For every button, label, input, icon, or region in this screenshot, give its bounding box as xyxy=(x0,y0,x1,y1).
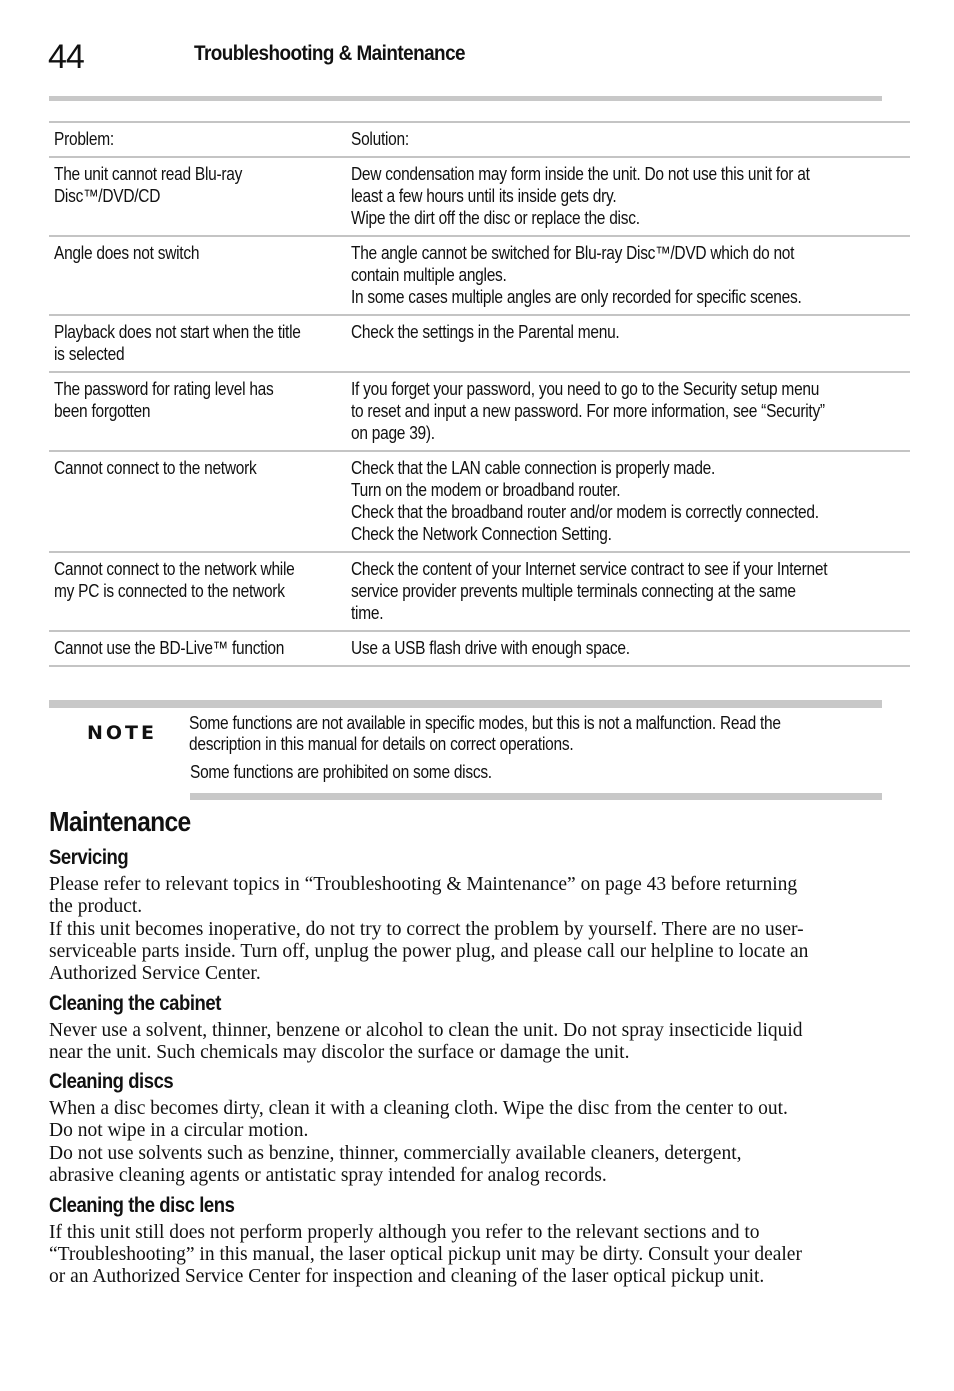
solution-text: Check the content of your Internet service contract to see if your Internet xyxy=(350,559,828,579)
lens-line-3: or an Authorized Service Center for inspection and cleaning of the laser optical pickup unit. xyxy=(49,1266,765,1287)
servicing-p1-line-1: Please refer to relevant topics in “Troubleshooting & Maintenance” on page 43 before returning xyxy=(49,874,798,895)
table-row xyxy=(49,552,910,631)
solution-cell-line xyxy=(351,501,905,523)
problem-cell xyxy=(49,157,346,236)
problem-cell-line xyxy=(54,378,341,400)
solution-cell-line xyxy=(351,400,905,422)
problem-cell-line xyxy=(54,580,341,602)
problem-cell xyxy=(49,451,346,552)
note-text-3: Some functions are prohibited on some discs. xyxy=(190,762,492,782)
solution-text: Dew condensation may form inside the unit. Do not use this unit for at xyxy=(350,164,810,184)
problem-text: The password for rating level has xyxy=(54,379,274,399)
solution-text: contain multiple angles. xyxy=(350,265,507,285)
solution-cell-line xyxy=(351,321,905,343)
solution-text: service provider prevents multiple terminals connecting at the same xyxy=(350,581,796,601)
problem-column-header xyxy=(49,122,346,157)
lens-line-2: “Troubleshooting” in this manual, the laser optical pickup unit may be dirty. Consult your dealer xyxy=(49,1244,802,1265)
servicing-p1-line-2: the product. xyxy=(49,896,143,917)
solution-cell xyxy=(346,631,910,666)
servicing-p2-line-1: If this unit becomes inoperative, do not try to correct the problem by yourself. There are no user- xyxy=(49,919,804,940)
problem-text: is selected xyxy=(54,344,125,364)
solution-cell xyxy=(346,372,910,451)
cleaning-discs-paragraph-2 xyxy=(49,1143,884,1187)
problem-text: Cannot connect to the network xyxy=(54,458,257,478)
problem-text: Playback does not start when the title xyxy=(54,322,301,342)
solution-cell-line xyxy=(351,264,905,286)
solution-text: Use a USB flash drive with enough space. xyxy=(350,638,630,658)
solution-cell-line xyxy=(351,422,905,444)
problem-cell-line xyxy=(54,163,341,185)
problem-cell xyxy=(49,552,346,631)
servicing-p2-line-2: serviceable parts inside. Turn off, unplug the power plug, and please call our helpline to locate an xyxy=(49,941,809,962)
note-text-2: description in this manual for details on correct operations. xyxy=(189,734,574,754)
table-row xyxy=(49,631,910,666)
solution-cell-line xyxy=(351,602,905,624)
note-label: NOTE xyxy=(87,722,157,744)
header-rule xyxy=(49,96,882,101)
problem-text: my PC is connected to the network xyxy=(54,581,285,601)
note-top-rule xyxy=(49,700,882,708)
discs-p1-line-2: Do not wipe in a circular motion. xyxy=(49,1120,309,1141)
solution-text: time. xyxy=(350,603,384,623)
solution-text: The angle cannot be switched for Blu-ray Disc™/DVD which do not xyxy=(350,243,794,263)
problem-cell-line xyxy=(54,637,341,659)
problem-text: Angle does not switch xyxy=(54,243,200,263)
solution-cell xyxy=(346,552,910,631)
note-text-line-1 xyxy=(189,713,877,734)
cleaning-discs-heading: Cleaning discs xyxy=(49,1070,174,1093)
solution-cell-line xyxy=(351,163,905,185)
solution-text: Check the Network Connection Setting. xyxy=(350,524,612,544)
problem-cell xyxy=(49,236,346,315)
solution-cell-line xyxy=(351,185,905,207)
solution-text: In some cases multiple angles are only recorded for specific scenes. xyxy=(350,287,802,307)
solution-cell-line xyxy=(351,637,905,659)
problem-cell-line xyxy=(54,400,341,422)
cleaning-cabinet-paragraph xyxy=(49,1020,884,1064)
solution-text: to reset and input a new password. For more information, see “Security” xyxy=(350,401,825,421)
discs-p1-line-1: When a disc becomes dirty, clean it with a cleaning cloth. Wipe the disc from the center to out. xyxy=(49,1098,788,1119)
problem-cell xyxy=(49,315,346,372)
solution-cell xyxy=(346,451,910,552)
table-row xyxy=(49,315,910,372)
solution-cell-line xyxy=(351,457,905,479)
note-text-line-3 xyxy=(190,762,541,783)
problem-text: been forgotten xyxy=(54,401,151,421)
solution-text: Check that the LAN cable connection is properly made. xyxy=(350,458,715,478)
cleaning-cabinet-heading: Cleaning the cabinet xyxy=(49,992,221,1015)
solution-cell-line xyxy=(351,378,905,400)
solution-cell xyxy=(346,157,910,236)
table-row xyxy=(49,236,910,315)
problem-text: Cannot use the BD-Live™ function xyxy=(54,638,285,658)
solution-header-text: Solution: xyxy=(350,129,409,149)
problem-cell-line xyxy=(54,343,341,365)
problem-header-text: Problem: xyxy=(54,129,114,149)
solution-cell-line xyxy=(351,558,905,580)
solution-cell xyxy=(346,236,910,315)
solution-cell-line xyxy=(351,242,905,264)
solution-text: Turn on the modem or broadband router. xyxy=(350,480,621,500)
troubleshooting-table xyxy=(49,121,910,667)
problem-cell-line xyxy=(54,185,341,207)
servicing-paragraph-1 xyxy=(49,874,884,918)
table-header-row xyxy=(49,122,910,157)
cabinet-line-1: Never use a solvent, thinner, benzene or alcohol to clean the unit. Do not spray insecticide liquid xyxy=(49,1020,803,1041)
problem-text: Cannot connect to the network while xyxy=(54,559,295,579)
cleaning-lens-paragraph xyxy=(49,1222,884,1288)
solution-text: Check the settings in the Parental menu. xyxy=(350,322,620,342)
lens-line-1: If this unit still does not perform properly although you refer to the relevant sections and to xyxy=(49,1222,760,1243)
servicing-paragraph-2 xyxy=(49,919,884,985)
solution-cell xyxy=(346,315,910,372)
problem-cell-line xyxy=(54,242,341,264)
maintenance-title: Maintenance xyxy=(49,806,191,837)
problem-text: The unit cannot read Blu-ray xyxy=(54,164,243,184)
solution-text: on page 39). xyxy=(350,423,435,443)
solution-cell-line xyxy=(351,207,905,229)
table-row xyxy=(49,451,910,552)
solution-cell-line xyxy=(351,286,905,308)
solution-text: least a few hours until its inside gets dry. xyxy=(350,186,617,206)
solution-cell-line xyxy=(351,479,905,501)
problem-cell-line xyxy=(54,558,341,580)
solution-text: If you forget your password, you need to go to the Security setup menu xyxy=(350,379,819,399)
solution-text: Wipe the dirt off the disc or replace the disc. xyxy=(350,208,640,228)
problem-cell-line xyxy=(54,457,341,479)
cleaning-lens-heading: Cleaning the disc lens xyxy=(49,1194,235,1217)
running-head: Troubleshooting & Maintenance xyxy=(194,42,466,65)
servicing-heading: Servicing xyxy=(49,846,129,869)
problem-cell-line xyxy=(54,321,341,343)
discs-p2-line-2: abrasive cleaning agents or antistatic spray intended for analog records. xyxy=(49,1165,607,1186)
solution-column-header xyxy=(346,122,910,157)
discs-p2-line-1: Do not use solvents such as benzine, thinner, commercially available cleaners, detergent, xyxy=(49,1143,742,1164)
problem-cell xyxy=(49,631,346,666)
cleaning-discs-paragraph-1 xyxy=(49,1098,884,1142)
table-row xyxy=(49,157,910,236)
note-text-line-2 xyxy=(189,734,636,755)
troubleshooting-table-body xyxy=(49,122,910,666)
problem-cell xyxy=(49,372,346,451)
table-row xyxy=(49,372,910,451)
note-text-1: Some functions are not available in specific modes, but this is not a malfunction. Read the xyxy=(189,713,781,733)
problem-text: Disc™/DVD/CD xyxy=(54,186,161,206)
servicing-p2-line-3: Authorized Service Center. xyxy=(49,963,261,984)
cabinet-line-2: near the unit. Such chemicals may discolor the surface or damage the unit. xyxy=(49,1042,630,1063)
solution-text: Check that the broadband router and/or modem is correctly connected. xyxy=(350,502,819,522)
solution-cell-line xyxy=(351,523,905,545)
note-bottom-rule xyxy=(190,793,882,800)
page-number: 44 xyxy=(48,38,84,76)
solution-cell-line xyxy=(351,580,905,602)
